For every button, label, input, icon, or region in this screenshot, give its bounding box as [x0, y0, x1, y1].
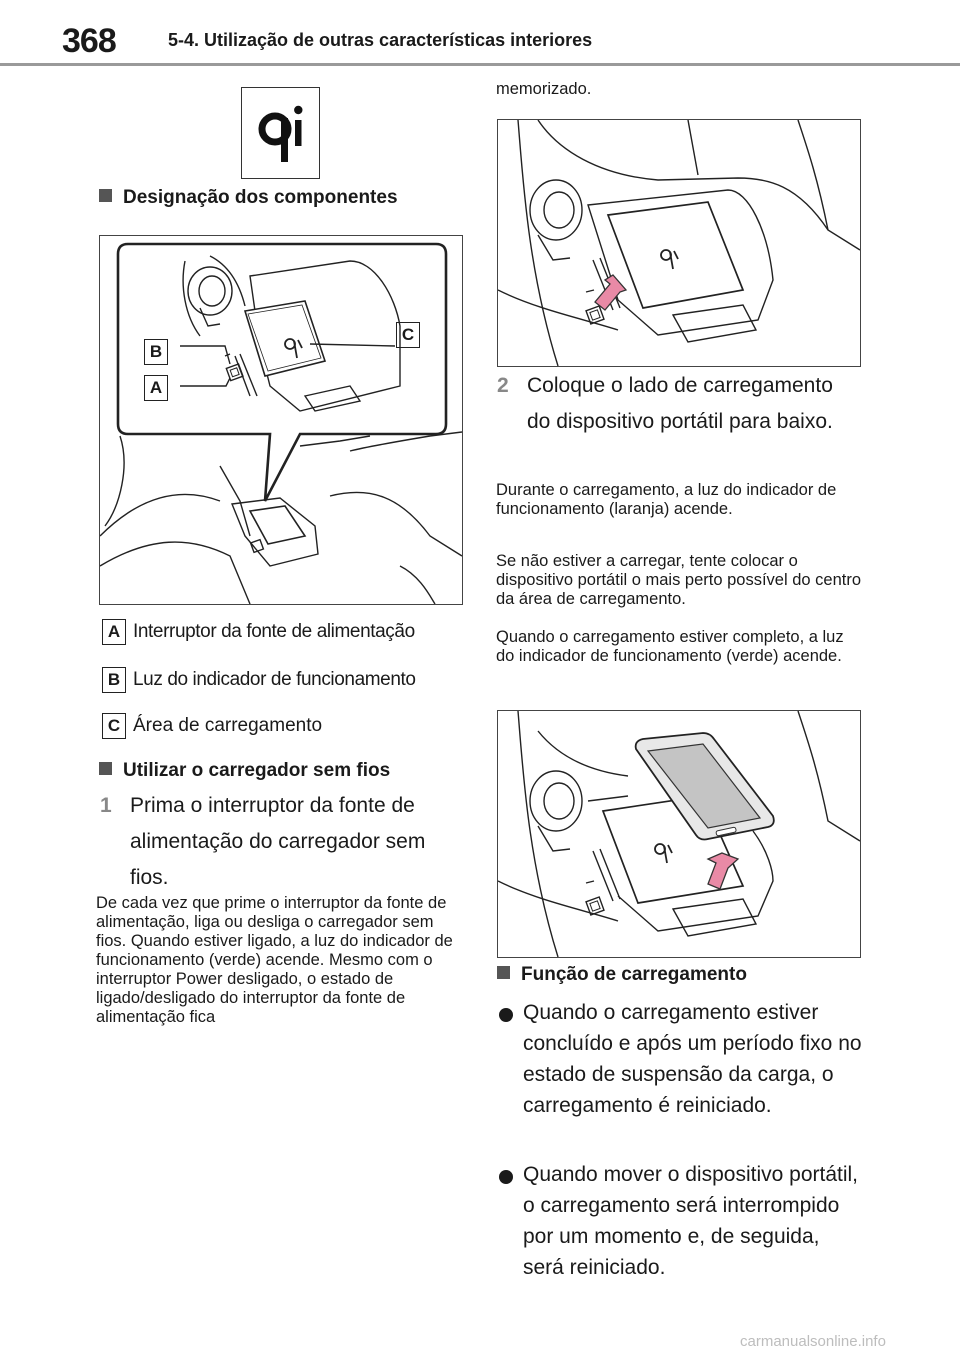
heading-square-icon — [99, 189, 112, 202]
heading-square-icon — [497, 966, 510, 979]
note-complete: Quando o carregamento estiver completo, a luz do indicador de funcionamento (verde) acende. — [496, 628, 844, 665]
bullet-dot-icon — [499, 1008, 513, 1022]
callout-label-a: A — [144, 375, 168, 401]
bullet-dot-icon — [499, 1170, 513, 1184]
callout-label-c: C — [396, 322, 420, 348]
note-charging: Durante o carregamento, a luz do indicador de funcionamento (laranja) acende. — [496, 481, 837, 518]
heading-charging-function: Função de carregamento — [497, 964, 747, 986]
bullet-item: Quando mover o dispositivo portátil, o carregamento será interrompido por um momento e, de seguida, será reiniciado. — [495, 1159, 865, 1283]
figure-phone — [497, 710, 861, 958]
qi-logo-icon — [242, 88, 319, 178]
section-title: 5-4. Utilização de outras características interiores — [168, 30, 593, 50]
qi-mark-icon — [661, 250, 678, 269]
legend-item-a: A Interruptor da fonte de alimentação — [102, 619, 415, 645]
bullet-item: Quando o carregamento estiver concluído e após um período fixo no estado de suspensão da carga, o carregamento é reiniciado. — [495, 997, 865, 1121]
smartphone-icon — [636, 733, 774, 840]
step-2: 2 Coloque o lado de carregamento do dispositivo portátil para baixo. — [497, 374, 833, 433]
note-not-charging: Se não estiver a carregar, tente colocar o dispositivo portátil o mais perto possível do centro da área de carregamento. — [496, 552, 862, 608]
figure-components — [99, 235, 463, 605]
place-arrow-icon — [708, 853, 738, 889]
page-number: 368 — [62, 22, 116, 60]
header-rule — [0, 63, 960, 66]
qi-mark-icon — [655, 844, 672, 863]
callout-label-b: B — [144, 339, 168, 365]
figure-switch — [497, 119, 861, 367]
heading-components: Designação dos componentes — [99, 187, 398, 209]
heading-square-icon — [99, 762, 112, 775]
step-1-note: De cada vez que prime o interruptor da fonte de alimentação, liga ou desliga o carregador sem fios. Quando estiver ligado, a luz do indicador de funcionamento (verde) acende. Mesmo com o interruptor Power desligado, o estado de ligado/desligado do interruptor da fonte de alimentação fica — [96, 894, 453, 1026]
watermark: carmanualsonline.info — [740, 1333, 886, 1350]
heading-use-charger: Utilizar o carregador sem fios — [99, 760, 390, 782]
step-1: 1 Prima o interruptor da fonte de alimentação do carregador sem fios. — [100, 794, 426, 889]
continued-text: memorizado. — [496, 80, 592, 98]
legend-item-c: C Área de carregamento — [102, 713, 322, 739]
qi-logo — [241, 87, 320, 179]
legend-item-b: B Luz do indicador de funcionamento — [102, 667, 416, 693]
